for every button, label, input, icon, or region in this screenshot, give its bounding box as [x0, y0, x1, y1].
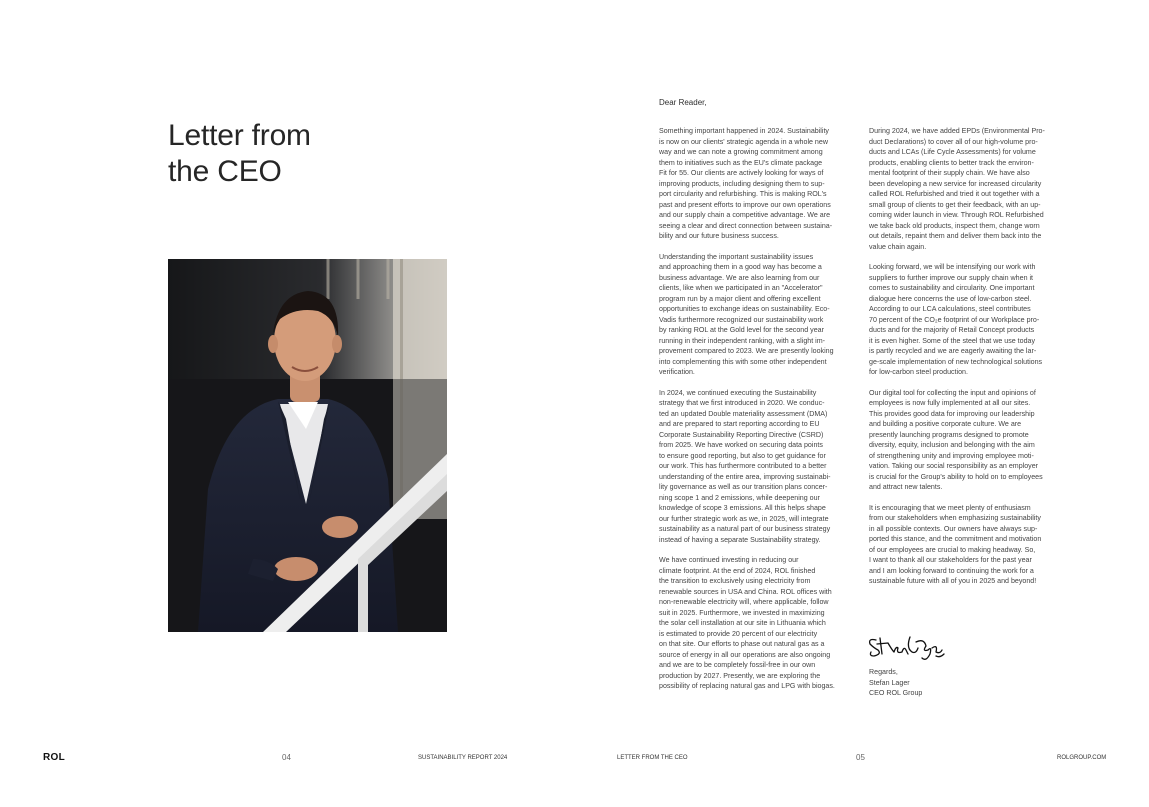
- salutation: Dear Reader,: [659, 98, 707, 107]
- page-number-left: 04: [282, 753, 291, 762]
- page-footer: [0, 752, 1149, 766]
- regards-text: Regards,: [869, 668, 898, 676]
- closing-block: [869, 667, 922, 699]
- letter-paragraph: It is encouraging that we meet plenty of enthusiasm from our stakeholders when emphasizing sustainability in all possible contexts. Our owners have always sup- ported this stance, and the commitment and motivation of our employees are crucial to making headway. So, I want to thank all our stakeholders for the past year and I am looking forward to continuing the work for a sustainable future with all of you in 2025 and beyond!: [869, 503, 1042, 585]
- letter-paragraph: During 2024, we have added EPDs (Environmental Pro- duct Declarations) to cover all of our high-volume pro- ducts and LCAs (Life Cycle Assessments) for volume products, enabling clients to better track the environ- mental footprint of their supply chain. We have also been developing a new service for increased circularity called ROL Refurbished and tried it out together with a small group of clients to get their feedback, with an up- coming wider launch in view. Through ROL Refurbished we take back old products, inspect them, change worn out details, repaint them and deliver them back into the value chain again.: [869, 127, 1045, 251]
- letter-paragraph: Our digital tool for collecting the input and opinions of employees is now fully implemented at all our sites. This provides good data for improving our leadership and building a positive corporate culture. We are presently launching programs designed to promote diversity, equity, inclusion and belonging with the aim of strengthening unity and improving employee moti- vation. Taking our social responsibility as an employer is crucial for the Group's ability to hold on to employees and attract new talents.: [869, 388, 1043, 491]
- letter-column-left: [659, 126, 857, 702]
- page-number-right: 05: [856, 753, 865, 762]
- title-line: Letter from: [168, 119, 311, 152]
- letter-paragraph: Understanding the important sustainability issues and approaching them in a good way has become a business advantage. We are also learning from our clients, like when we participated in an "Accelerator" program run by a major client and offering excellent opportunities to exchange ideas on sustainability. Eco- Vadis furthermore recognized our sustainability work by ranking ROL at the Gold level for the second year running in their independent ranking, with a slight im- provement compared to 2023. We are presently looking into complementing this with some other independent verification.: [659, 252, 834, 376]
- title-line: the CEO: [168, 155, 282, 188]
- signatory-name: Stefan Lager: [869, 678, 910, 687]
- letter-paragraph: We have continued investing in reducing our climate footprint. At the end of 2024, ROL finished the transition to exclusively using electricity from renewable sources in USA and China. ROL offices with non-renewable electricity will, where applicable, follow suit in 2025. Furthermore, we invested in maximizing the solar cell installation at our site in Lithuania which is estimated to provide 20 percent of our electricity on that site. Our efforts to phase out natural gas as a source of energy in all our operations are also ongoing and we are to be completely fossil-free in our own production by 2027. Presently, we are exploring the possibility of replacing natural gas and LPG with biogas.: [659, 556, 835, 690]
- signatory-role: CEO ROL Group: [869, 689, 923, 697]
- website-link[interactable]: ROLGROUP.COM: [1057, 755, 1107, 761]
- ceo-signature: [866, 632, 946, 664]
- letter-paragraph: Looking forward, we will be intensifying our work with suppliers to further improve our supply chain when it comes to sustainability and circularity. One important dialogue here concerns the use of low-carbon steel. According to our LCA calculations, steel contributes 70 percent of the CO₂e footprint of our Workplace pro- ducts and for the majority of Retail Concept products it is even higher. Some of the steel that we use today is partly recycled and we are eagerly awaiting the lar- ge-scale implementation of new technological solutions for low-carbon steel production.: [869, 263, 1043, 376]
- ceo-portrait-photo: [168, 259, 447, 632]
- page-title: [168, 118, 311, 190]
- letter-column-right: [869, 126, 1067, 597]
- report-name: SUSTAINABILITY REPORT 2024: [418, 755, 508, 761]
- section-name: LETTER FROM THE CEO: [617, 755, 688, 761]
- letter-paragraph: Something important happened in 2024. Sustainability is now on our clients' strategic agenda in a whole new way and we can note a growing commitment among them to initiatives such as the EU's climate package Fit for 55. Our clients are actively looking for ways of improving products, including designing them to sup- port circularity and refurbishing. This is making ROL's past and present efforts to improve our own operations and our supply chain a competitive advantage. We are seeing a clear and direct connection between sustaina- bility and our future business success.: [659, 127, 833, 240]
- rol-logo: ROL: [43, 752, 66, 763]
- letter-paragraph: In 2024, we continued executing the Sustainability strategy that we first introduced in 2020. We conduc- ted an updated Double materiality assessment (DMA) and are prepared to start reporting according to EU Corporate Sustainability Reporting Directive (CSRD) from 2025. We have worked on securing data points to ensure good reporting, but also to get guidance for our work. This has furthermore contributed to a better understanding of the entire area, improving sustainabi- lity governance as well as our transition plans concer- ning scope 1 and 2 emissions, while deepening our knowledge of scope 3 emissions. All this helps shape our further strategic work as we, in 2025, will integrate sustainability as a natural part of our business strategy instead of having a separate Sustainability strategy.: [659, 388, 831, 544]
